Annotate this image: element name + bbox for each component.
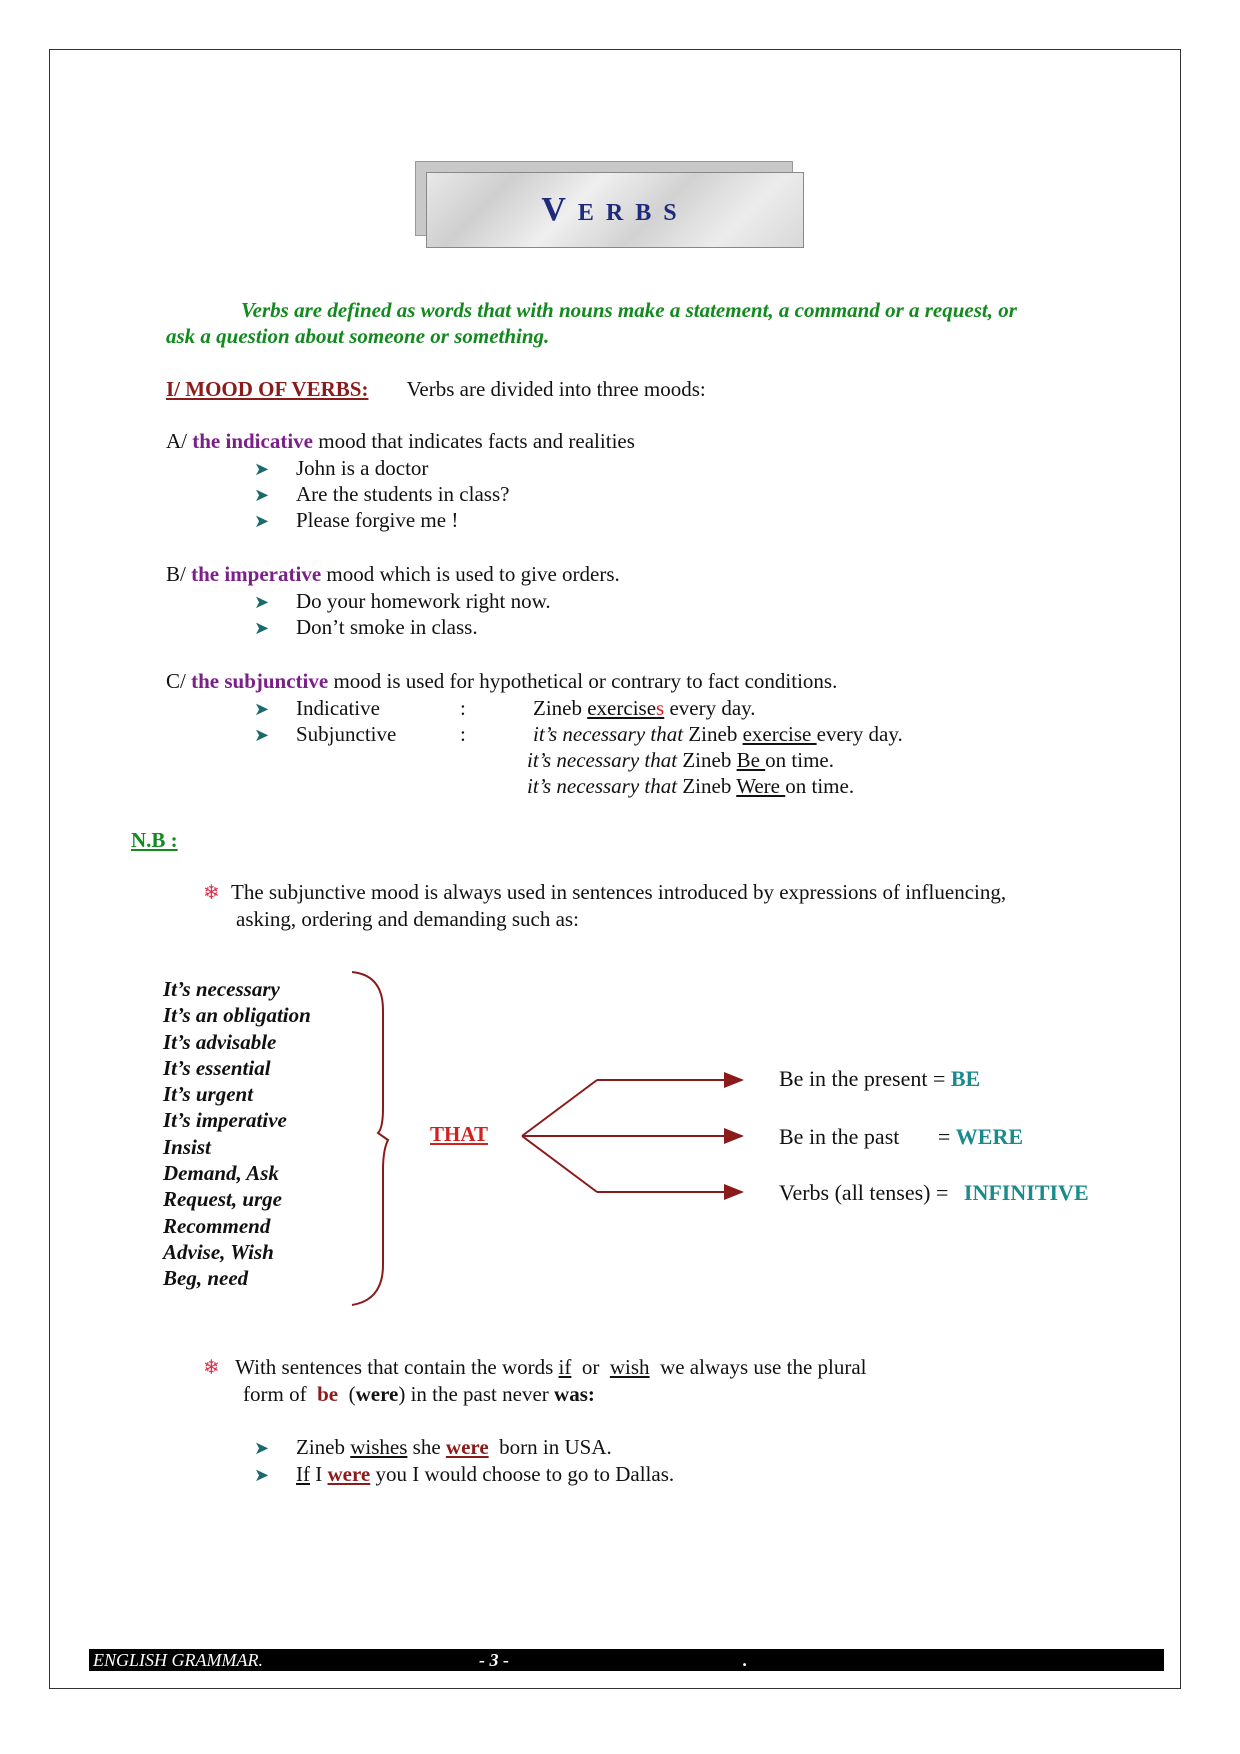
arrow-top [522,1080,597,1136]
subjunctive-example: it’s necessary that Zineb Be on time. [527,748,834,772]
list-item: It’s urgent [163,1082,254,1107]
mood-a-keyword: the indicative [192,429,313,453]
note-2: ❄ With sentences that contain the words if or wish we always use the plural [203,1355,867,1379]
footer-dot: . [743,1650,748,1670]
mood-c-line: C/ the subjunctive mood is used for hypothetical or contrary to fact conditions. [166,669,838,693]
list-item: It’s necessary [163,977,280,1001]
list-item: It’s advisable [163,1029,277,1054]
list-item: Demand, Ask [163,1161,279,1186]
arrow-bullet-icon: ➤ [254,592,270,612]
arrow-bullet-icon: ➤ [254,459,270,479]
page-title: VERBS [541,191,689,228]
arrow-bullet-icon: ➤ [254,511,270,531]
note-2-line-2: form of be (were) in the past never was: [243,1382,595,1406]
arrow-bullet-icon: ➤ [254,725,270,745]
section-heading: I/ MOOD OF VERBS: [166,377,369,401]
colon: : [460,696,466,720]
page-number: - 3 - [479,1650,509,1670]
that-label: THAT [430,1122,488,1146]
list-item: ➤ John is a doctor [254,456,429,480]
arrow-bullet-icon: ➤ [254,1465,270,1485]
mood-c-keyword: the subjunctive [191,669,329,693]
curly-brace [352,972,388,1305]
arrow-bottom [522,1136,597,1192]
subjunctive-example: it’s necessary that Zineb exercise every day. [533,722,903,746]
list-item: It’s imperative [163,1108,287,1133]
rule-present: Be in the present = BE [779,1066,981,1091]
arrow-bullet-icon: ➤ [254,485,270,505]
note-1-line-2: asking, ordering and demanding such as: [236,907,579,931]
list-item: It’s essential [163,1055,271,1080]
arrow-bullet-icon: ➤ [254,1438,270,1458]
mood-b-line: B/ the imperative mood which is used to give orders. [166,562,620,586]
indicative-example: Zineb exercises every day. [533,696,756,720]
list-item: ➤ If I were you I would choose to go to Dallas. [254,1462,675,1486]
footer-bar [89,1649,1164,1671]
list-item: Beg, need [163,1266,249,1291]
nb-label: N.B : [131,828,178,852]
rule-past: Be in the past = WERE [779,1124,1024,1149]
list-item: ➤ Do your homework right now. [254,589,551,613]
section-text: Verbs are divided into three moods: [406,377,706,401]
intro-line-1: Verbs are defined as words that with nouns make a statement, a command or a request, or [241,298,1017,322]
list-item-subjunctive: ➤ Subjunctive [254,722,397,746]
subjunctive-example: it’s necessary that Zineb Were on time. [527,774,855,798]
list-item-indicative: ➤ Indicative [254,696,380,720]
list-item: ➤ Don’t smoke in class. [254,615,478,639]
list-item: Request, urge [163,1187,283,1212]
rule-all-tenses: Verbs (all tenses) = INFINITIVE [779,1180,1089,1205]
list-item: Advise, Wish [163,1239,274,1264]
list-item: Recommend [163,1213,271,1238]
arrow-bullet-icon: ➤ [254,699,270,719]
snowflake-bullet-icon: ❄ [203,882,220,904]
footer-title: ENGLISH GRAMMAR. [93,1650,263,1670]
note-1: ❄ The subjunctive mood is always used in sentences introduced by expressions of influencing, [203,880,1007,904]
list-item: ➤ Zineb wishes she were born in USA. [254,1435,612,1459]
snowflake-bullet-icon: ❄ [203,1357,220,1379]
arrow-bullet-icon: ➤ [254,618,270,638]
mood-a-line: A/ the indicative mood that indicates facts and realities [166,429,635,453]
list-item: ➤ Please forgive me ! [254,508,459,532]
list-item: ➤ Are the students in class? [254,482,510,506]
list-item: It’s an obligation [163,1003,311,1028]
list-item: Insist [163,1134,211,1159]
mood-b-keyword: the imperative [191,562,322,586]
colon: : [460,722,466,746]
intro-line-2: ask a question about someone or something. [166,324,550,348]
